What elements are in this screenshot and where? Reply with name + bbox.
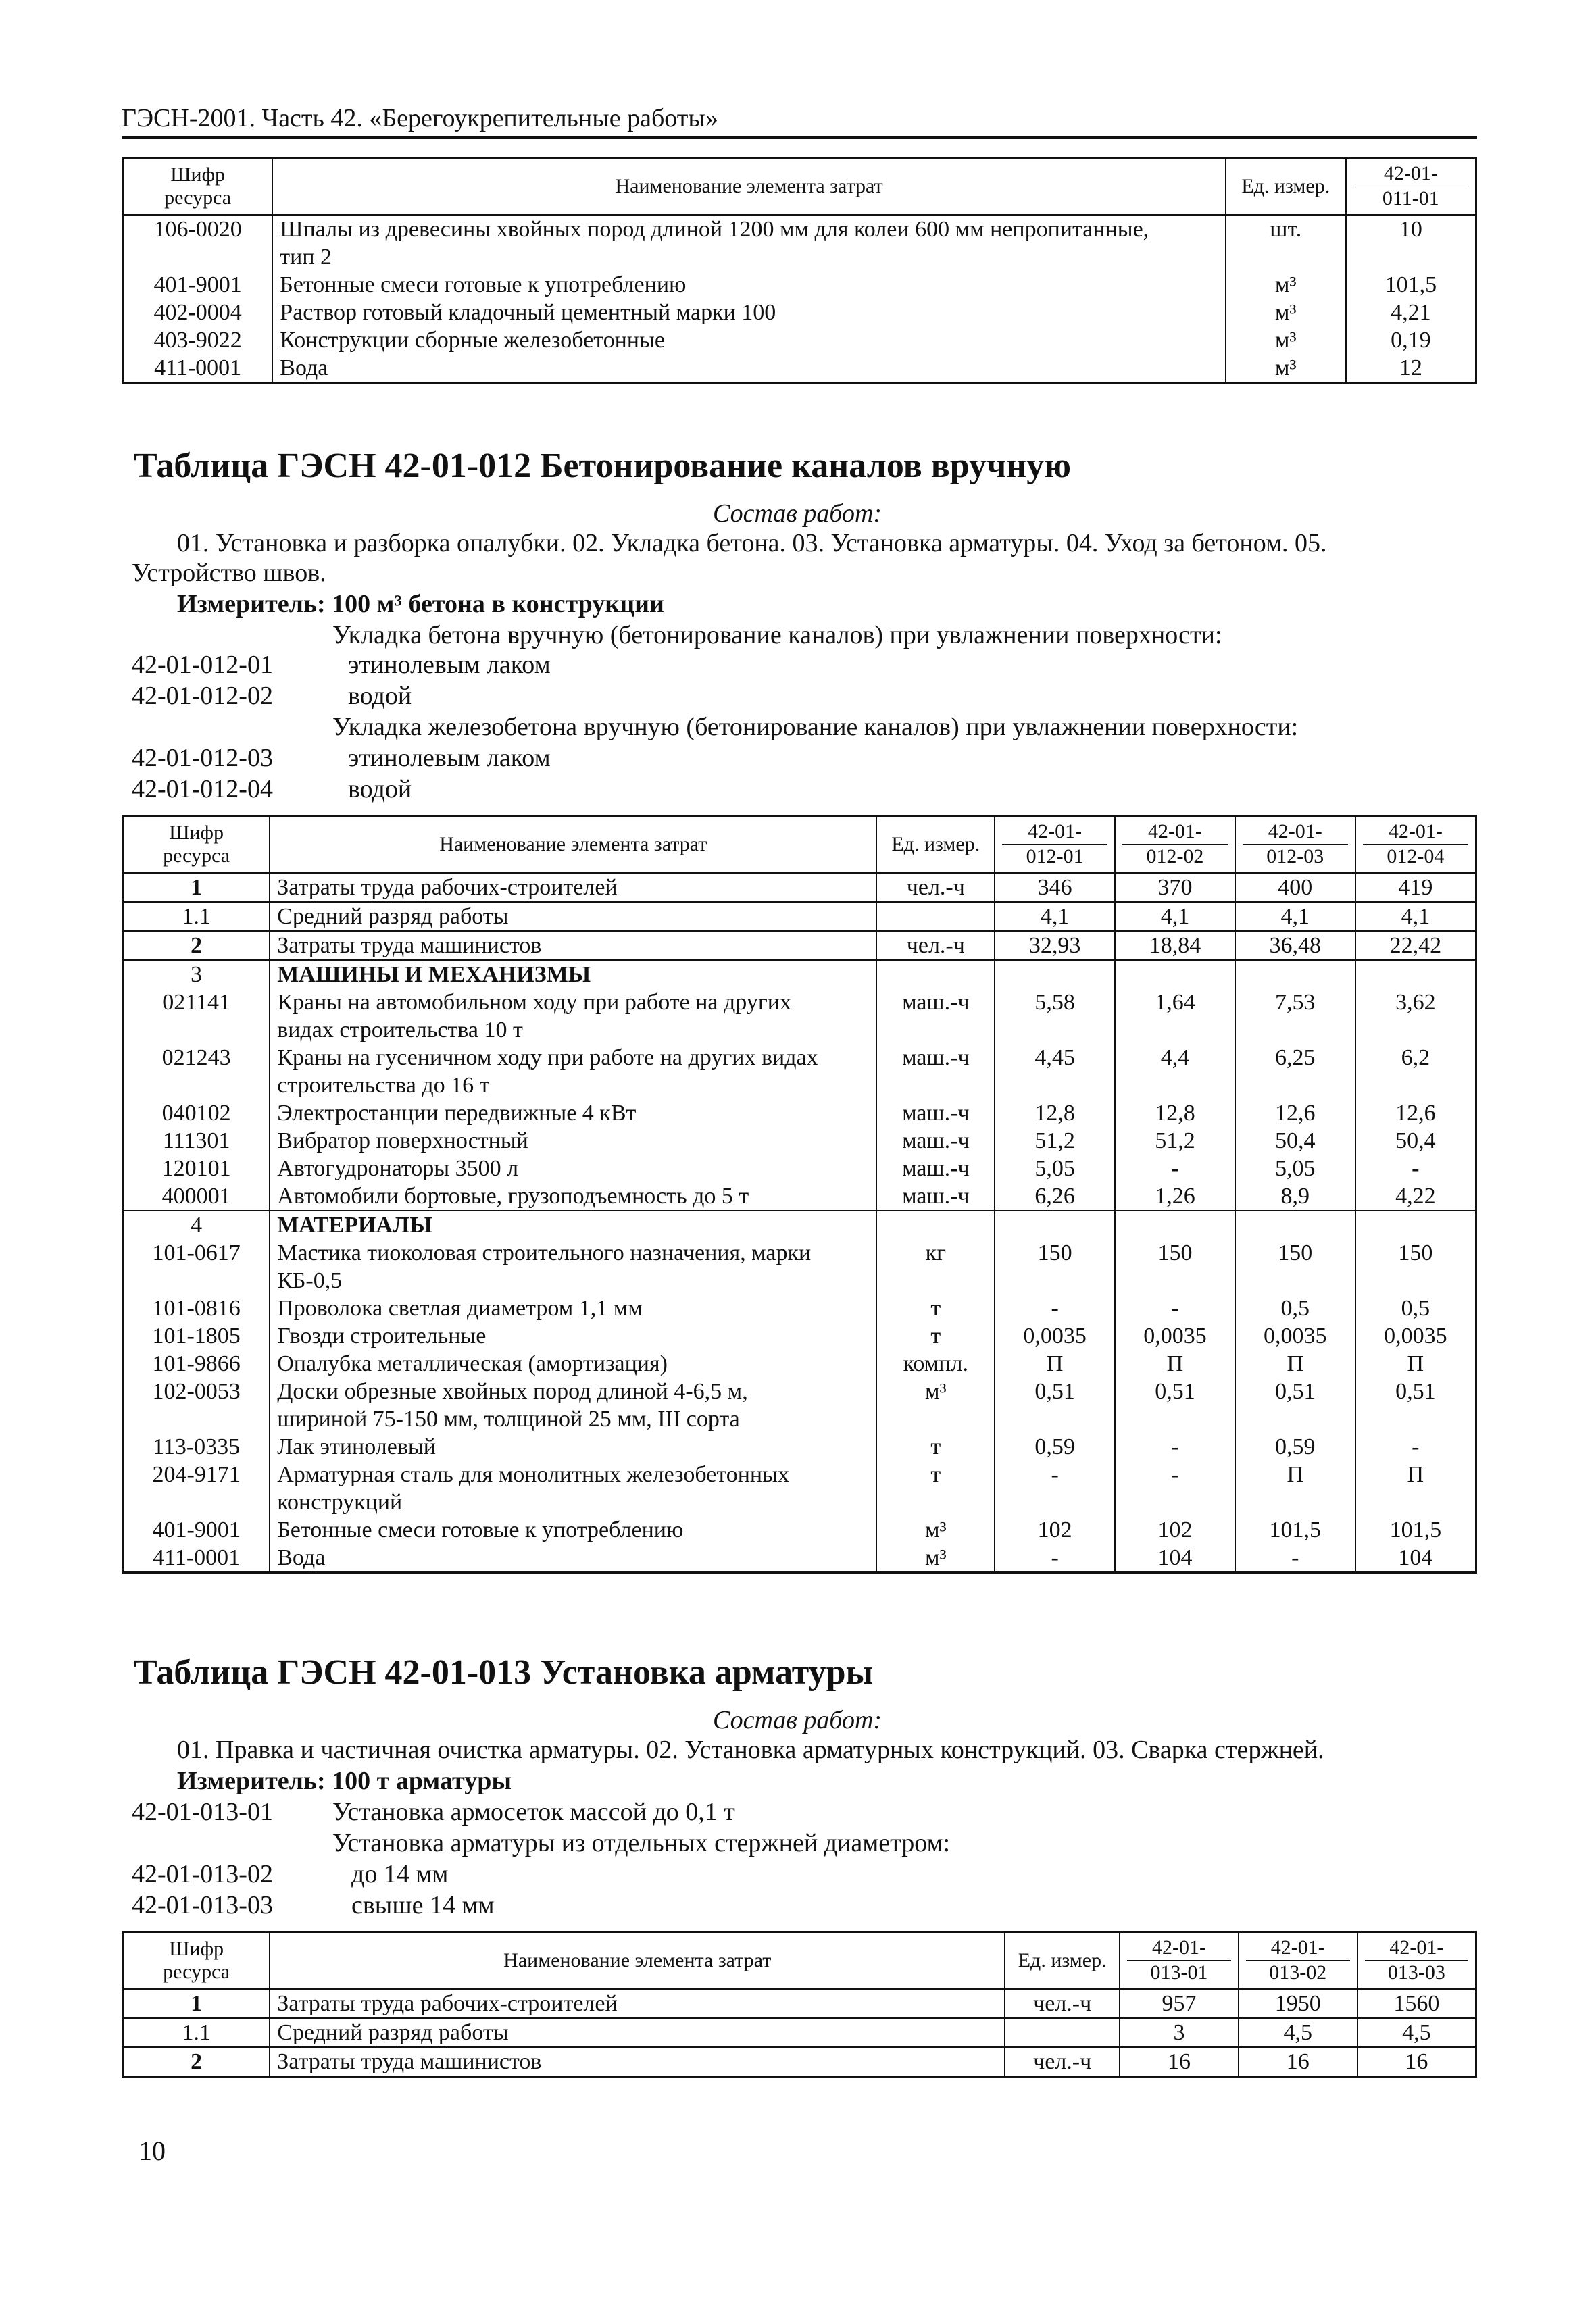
- norm-value-cell: П: [995, 1350, 1115, 1378]
- norm-value-cell: 0,19: [1346, 326, 1476, 354]
- norm-value-cell: 10: [1346, 215, 1476, 243]
- composition-label-012: Состав работ:: [713, 499, 882, 528]
- resource-code-cell: [123, 1072, 270, 1099]
- cost-element-name-cell: строительства до 16 т: [270, 1072, 876, 1099]
- unit-cell: м³: [876, 1378, 995, 1405]
- norm-value-cell: -: [1115, 1155, 1235, 1182]
- norm-value-cell: -: [995, 1294, 1115, 1322]
- unit-cell: [876, 1267, 995, 1294]
- cost-element-name-cell: Доски обрезные хвойных пород длиной 4-6,5 м,: [270, 1378, 876, 1405]
- norm-value-cell: 12,8: [995, 1099, 1115, 1127]
- resource-code-cell: 113-0335: [123, 1433, 270, 1461]
- norm-value-cell: 0,0035: [1355, 1322, 1476, 1350]
- table-row: [123, 1182, 1476, 1211]
- ref-header-013-01: 42-01- 013-01: [1120, 1932, 1239, 1989]
- table-row: [123, 1322, 1476, 1350]
- cost-element-name-cell: КБ-0,5: [270, 1267, 876, 1294]
- norm-value-cell: 7,53: [1235, 988, 1355, 1016]
- unit-cell: [876, 960, 995, 988]
- norm-value-cell: [1235, 1016, 1355, 1044]
- code-header: Шифр ресурса: [123, 816, 270, 873]
- ref-header-012-02: 42-01- 012-02: [1115, 816, 1235, 873]
- unit-cell: маш.-ч: [876, 1155, 995, 1182]
- resource-code-cell: 2: [123, 931, 270, 960]
- cost-element-name-cell: шириной 75-150 мм, толщиной 25 мм, III сорта: [270, 1405, 876, 1433]
- norm-value-cell: 0,5: [1355, 1294, 1476, 1322]
- unit-cell: маш.-ч: [876, 1099, 995, 1127]
- norm-value-cell: 3,62: [1355, 988, 1476, 1016]
- table-row: [123, 271, 1476, 299]
- table-row: [123, 1433, 1476, 1461]
- table-013: [122, 1931, 1477, 2078]
- unit-cell: кг: [876, 1239, 995, 1267]
- unit-cell: [1226, 243, 1346, 271]
- norm-value-cell: П: [1235, 1350, 1355, 1378]
- norm-value-cell: 32,93: [995, 931, 1115, 960]
- cost-element-name-cell: Затраты труда машинистов: [270, 2047, 1005, 2077]
- desc-013-03: свыше 14 мм: [351, 1891, 495, 1919]
- norm-value-cell: 150: [1355, 1239, 1476, 1267]
- norm-value-cell: 4,1: [995, 902, 1115, 931]
- norm-value-cell: [995, 1016, 1115, 1044]
- norm-value-cell: [1235, 1072, 1355, 1099]
- unit-cell: [876, 902, 995, 931]
- norm-value-cell: П: [1115, 1350, 1235, 1378]
- cost-element-name-cell: Бетонные смеси готовые к употреблению: [272, 271, 1226, 299]
- table-row: [123, 1239, 1476, 1267]
- norm-value-cell: 12,6: [1355, 1099, 1476, 1127]
- resource-code-cell: 101-9866: [123, 1350, 270, 1378]
- table-row: [123, 988, 1476, 1016]
- norm-value-cell: 8,9: [1235, 1182, 1355, 1211]
- norm-value-cell: [995, 1072, 1115, 1099]
- norm-value-cell: 0,51: [1355, 1378, 1476, 1405]
- code-012-03: 42-01-012-03: [132, 744, 273, 772]
- cost-element-name-cell: Конструкции сборные железобетонные: [272, 326, 1226, 354]
- cost-element-name-cell: Гвозди строительные: [270, 1322, 876, 1350]
- unit-header: Ед. измер.: [876, 816, 995, 873]
- page-number: 10: [139, 2136, 166, 2166]
- code-013-02: 42-01-013-02: [132, 1860, 273, 1888]
- table-012: [122, 815, 1477, 1574]
- table-row: [123, 1516, 1476, 1544]
- cost-element-name-cell: Мастика тиоколовая строительного назначения, марки: [270, 1239, 876, 1267]
- cost-element-name-cell: Краны на автомобильном ходу при работе на других: [270, 988, 876, 1016]
- table-row: [123, 873, 1476, 902]
- norm-value-cell: 5,05: [995, 1155, 1115, 1182]
- norm-value-cell: 346: [995, 873, 1115, 902]
- table-row: [123, 902, 1476, 931]
- norm-value-cell: [1355, 1405, 1476, 1433]
- norm-value-cell: -: [1235, 1544, 1355, 1573]
- table-row: [123, 2047, 1476, 2077]
- table-row: [123, 354, 1476, 383]
- norm-value-cell: 50,4: [1235, 1127, 1355, 1155]
- table-row: [123, 243, 1476, 271]
- cost-element-name-cell: Затраты труда рабочих-строителей: [270, 1989, 1005, 2018]
- norm-value-cell: [1235, 960, 1355, 988]
- norm-value-cell: [1115, 960, 1235, 988]
- unit-cell: [876, 1405, 995, 1433]
- unit-cell: м³: [1226, 326, 1346, 354]
- table-row: [123, 1378, 1476, 1405]
- name-header: Наименование элемента затрат: [270, 1932, 1005, 1989]
- norm-value-cell: 4,5: [1239, 2018, 1357, 2047]
- norm-value-cell: 18,84: [1115, 931, 1235, 960]
- norm-value-cell: [1355, 1016, 1476, 1044]
- norm-value-cell: 4,5: [1357, 2018, 1476, 2047]
- resource-code-cell: [123, 1267, 270, 1294]
- norm-value-cell: [1355, 1488, 1476, 1516]
- section-title-013: Таблица ГЭСН 42-01-013 Установка арматуры: [134, 1653, 874, 1692]
- unit-cell: т: [876, 1433, 995, 1461]
- cost-element-name-cell: Вода: [272, 354, 1226, 383]
- norm-value-cell: [1115, 1016, 1235, 1044]
- norm-value-cell: 16: [1239, 2047, 1357, 2077]
- unit-cell: чел.-ч: [1005, 1989, 1120, 2018]
- norm-value-cell: 51,2: [1115, 1127, 1235, 1155]
- norm-value-cell: 51,2: [995, 1127, 1115, 1155]
- norm-value-cell: [1115, 1072, 1235, 1099]
- cost-element-name-cell: конструкций: [270, 1488, 876, 1516]
- resource-code-cell: 3: [123, 960, 270, 988]
- resource-code-cell: 2: [123, 2047, 270, 2077]
- norm-value-cell: 104: [1115, 1544, 1235, 1573]
- cost-element-name-cell: Затраты труда рабочих-строителей: [270, 873, 876, 902]
- resource-code-cell: 411-0001: [123, 354, 273, 383]
- resource-code-cell: 401-9001: [123, 271, 273, 299]
- table-top: [122, 157, 1477, 384]
- norm-value-cell: [1235, 1488, 1355, 1516]
- table-row: [123, 1989, 1476, 2018]
- table-row: [123, 1488, 1476, 1516]
- norm-value-cell: 16: [1357, 2047, 1476, 2077]
- norm-value-cell: [995, 960, 1115, 988]
- resource-code-cell: 021243: [123, 1044, 270, 1072]
- resource-code-cell: 402-0004: [123, 299, 273, 326]
- norm-value-cell: -: [1355, 1155, 1476, 1182]
- group-heading-012-2: Укладка железобетона вручную (бетонирование каналов) при увлажнении поверхности:: [332, 713, 1299, 741]
- composition-text-012-cont: Устройство швов.: [132, 559, 326, 587]
- norm-value-cell: 1560: [1357, 1989, 1476, 2018]
- table-row: [123, 1294, 1476, 1322]
- name-header: Наименование элемента затрат: [272, 158, 1226, 215]
- unit-cell: м³: [876, 1516, 995, 1544]
- table-row: [123, 1267, 1476, 1294]
- code-013-03: 42-01-013-03: [132, 1891, 273, 1919]
- resource-code-cell: 021141: [123, 988, 270, 1016]
- norm-value-cell: 4,22: [1355, 1182, 1476, 1211]
- norm-value-cell: 0,51: [1235, 1378, 1355, 1405]
- ref-header-013-02: 42-01- 013-02: [1239, 1932, 1357, 1989]
- resource-code-cell: 102-0053: [123, 1378, 270, 1405]
- norm-value-cell: 4,1: [1355, 902, 1476, 931]
- resource-code-cell: 101-1805: [123, 1322, 270, 1350]
- norm-value-cell: 101,5: [1355, 1516, 1476, 1544]
- group-heading-012-1: Укладка бетона вручную (бетонирование каналов) при увлажнении поверхности:: [332, 621, 1222, 649]
- norm-value-cell: [1355, 1072, 1476, 1099]
- norm-value-cell: [1115, 1267, 1235, 1294]
- cost-element-name-cell: Средний разряд работы: [270, 2018, 1005, 2047]
- cost-element-name-cell: МАШИНЫ И МЕХАНИЗМЫ: [270, 960, 876, 988]
- cost-element-name-cell: Автогудронаторы 3500 л: [270, 1155, 876, 1182]
- unit-cell: м³: [1226, 354, 1346, 383]
- cost-element-name-cell: Лак этинолевый: [270, 1433, 876, 1461]
- composition-text-013: 01. Правка и частичная очистка арматуры. 02. Установка арматурных конструкций. 03. Сварка стержней.: [177, 1736, 1324, 1764]
- norm-value-cell: 400: [1235, 873, 1355, 902]
- norm-value-cell: -: [1115, 1294, 1235, 1322]
- norm-value-cell: 1950: [1239, 1989, 1357, 2018]
- norm-value-cell: 150: [995, 1239, 1115, 1267]
- code-header: Шифр ресурса: [123, 1932, 270, 1989]
- unit-cell: м³: [1226, 271, 1346, 299]
- norm-value-cell: 102: [1115, 1516, 1235, 1544]
- resource-code-cell: 1.1: [123, 2018, 270, 2047]
- unit-cell: т: [876, 1461, 995, 1488]
- cost-element-name-cell: Средний разряд работы: [270, 902, 876, 931]
- unit-cell: [876, 1488, 995, 1516]
- table-row: [123, 1127, 1476, 1155]
- norm-value-cell: -: [1355, 1433, 1476, 1461]
- norm-value-cell: [995, 1405, 1115, 1433]
- resource-code-cell: [123, 1405, 270, 1433]
- unit-header: Ед. измер.: [1005, 1932, 1120, 1989]
- norm-value-cell: 4,4: [1115, 1044, 1235, 1072]
- norm-value-cell: 0,0035: [1115, 1322, 1235, 1350]
- norm-value-cell: П: [1235, 1461, 1355, 1488]
- norm-value-cell: 22,42: [1355, 931, 1476, 960]
- unit-cell: маш.-ч: [876, 988, 995, 1016]
- norm-value-cell: 5,05: [1235, 1155, 1355, 1182]
- norm-value-cell: П: [1355, 1461, 1476, 1488]
- resource-code-cell: 403-9022: [123, 326, 273, 354]
- cost-element-name-cell: тип 2: [272, 243, 1226, 271]
- norm-value-cell: 419: [1355, 873, 1476, 902]
- ref-header-013-03: 42-01- 013-03: [1357, 1932, 1476, 1989]
- cost-element-name-cell: видах строительства 10 т: [270, 1016, 876, 1044]
- table-row: [123, 1461, 1476, 1488]
- resource-code-cell: 101-0617: [123, 1239, 270, 1267]
- norm-value-cell: -: [995, 1461, 1115, 1488]
- norm-value-cell: 36,48: [1235, 931, 1355, 960]
- norm-value-cell: 50,4: [1355, 1127, 1476, 1155]
- norm-value-cell: [995, 1211, 1115, 1239]
- table-row: [123, 299, 1476, 326]
- norm-value-cell: [1235, 1267, 1355, 1294]
- cost-element-name-cell: Проволока светлая диаметром 1,1 мм: [270, 1294, 876, 1322]
- cost-element-name-cell: Раствор готовый кладочный цементный марки 100: [272, 299, 1226, 326]
- ref-header-012-03: 42-01- 012-03: [1235, 816, 1355, 873]
- code-012-01: 42-01-012-01: [132, 651, 273, 679]
- composition-text-012: 01. Установка и разборка опалубки. 02. Укладка бетона. 03. Установка арматуры. 04. Уход за бетоном. 05.: [177, 529, 1327, 557]
- norm-value-cell: [1355, 1211, 1476, 1239]
- norm-value-cell: 4,1: [1115, 902, 1235, 931]
- norm-value-cell: 0,0035: [1235, 1322, 1355, 1350]
- unit-cell: [876, 1211, 995, 1239]
- norm-value-cell: 101,5: [1346, 271, 1476, 299]
- desc-012-01: этинолевым лаком: [348, 651, 551, 679]
- composition-label-013: Состав работ:: [713, 1706, 882, 1734]
- norm-value-cell: 4,1: [1235, 902, 1355, 931]
- table-row: [123, 1544, 1476, 1573]
- table-row: [123, 1405, 1476, 1433]
- cost-element-name-cell: Бетонные смеси готовые к употреблению: [270, 1516, 876, 1544]
- resource-code-cell: 106-0020: [123, 215, 273, 243]
- resource-code-cell: 1.1: [123, 902, 270, 931]
- cost-element-name-cell: Опалубка металлическая (амортизация): [270, 1350, 876, 1378]
- cost-element-name-cell: Электростанции передвижные 4 кВт: [270, 1099, 876, 1127]
- resource-code-cell: 120101: [123, 1155, 270, 1182]
- norm-value-cell: 0,51: [1115, 1378, 1235, 1405]
- norm-value-cell: [1115, 1405, 1235, 1433]
- norm-value-cell: 150: [1115, 1239, 1235, 1267]
- norm-value-cell: 957: [1120, 1989, 1239, 2018]
- norm-value-cell: 0,0035: [995, 1322, 1115, 1350]
- table-row: [123, 960, 1476, 988]
- table-row: [123, 1350, 1476, 1378]
- table-row: [123, 1044, 1476, 1072]
- norm-value-cell: [1235, 1211, 1355, 1239]
- cost-element-name-cell: Вода: [270, 1544, 876, 1573]
- table-row: [123, 1016, 1476, 1044]
- norm-value-cell: П: [1355, 1350, 1476, 1378]
- norm-value-cell: 12,8: [1115, 1099, 1235, 1127]
- resource-code-cell: 1: [123, 873, 270, 902]
- norm-value-cell: 12: [1346, 354, 1476, 383]
- norm-value-cell: 5,58: [995, 988, 1115, 1016]
- running-header: ГЭСН-2001. Часть 42. «Берегоукрепительные работы»: [122, 103, 1477, 139]
- desc-012-03: этинолевым лаком: [348, 744, 551, 772]
- unit-cell: компл.: [876, 1350, 995, 1378]
- unit-cell: [876, 1016, 995, 1044]
- cost-element-name-cell: Шпалы из древесины хвойных пород длиной 1200 мм для колеи 600 мм непропитанные,: [272, 215, 1226, 243]
- unit-cell: [876, 1072, 995, 1099]
- desc-013-01: Установка армосеток массой до 0,1 т: [332, 1798, 735, 1826]
- norm-value-cell: 0,5: [1235, 1294, 1355, 1322]
- resource-code-cell: 1: [123, 1989, 270, 2018]
- cost-element-name-cell: Арматурная сталь для монолитных железобетонных: [270, 1461, 876, 1488]
- resource-code-cell: [123, 1016, 270, 1044]
- norm-value-cell: 101,5: [1235, 1516, 1355, 1544]
- desc-012-04: водой: [348, 775, 412, 803]
- table-row: [123, 931, 1476, 960]
- norm-value-cell: 4,45: [995, 1044, 1115, 1072]
- norm-value-cell: 150: [1235, 1239, 1355, 1267]
- unit-cell: чел.-ч: [876, 873, 995, 902]
- meter-012: Измеритель: 100 м³ бетона в конструкции: [177, 590, 664, 618]
- norm-value-cell: 3: [1120, 2018, 1239, 2047]
- norm-value-cell: [1355, 960, 1476, 988]
- code-header: Шифр ресурса: [123, 158, 273, 215]
- resource-code-cell: 4: [123, 1211, 270, 1239]
- unit-cell: т: [876, 1322, 995, 1350]
- desc-013-02: до 14 мм: [351, 1860, 449, 1888]
- norm-value-cell: 1,26: [1115, 1182, 1235, 1211]
- norm-value-cell: -: [995, 1544, 1115, 1573]
- table-row: [123, 1072, 1476, 1099]
- norm-value-cell: -: [1115, 1433, 1235, 1461]
- norm-value-cell: [995, 1488, 1115, 1516]
- table-row: [123, 1099, 1476, 1127]
- resource-code-cell: 101-0816: [123, 1294, 270, 1322]
- resource-code-cell: 400001: [123, 1182, 270, 1211]
- norm-value-cell: [1346, 243, 1476, 271]
- code-012-04: 42-01-012-04: [132, 775, 273, 803]
- meter-013: Измеритель: 100 т арматуры: [177, 1767, 512, 1795]
- group-heading-013: Установка арматуры из отдельных стержней диаметром:: [332, 1829, 951, 1857]
- norm-value-cell: 0,59: [1235, 1433, 1355, 1461]
- ref-header: 42-01- 011-01: [1346, 158, 1476, 215]
- resource-code-cell: 204-9171: [123, 1461, 270, 1488]
- table-row: [123, 215, 1476, 243]
- norm-value-cell: 12,6: [1235, 1099, 1355, 1127]
- resource-code-cell: [123, 1488, 270, 1516]
- name-header: Наименование элемента затрат: [270, 816, 876, 873]
- table-row: [123, 2018, 1476, 2047]
- cost-element-name-cell: МАТЕРИАЛЫ: [270, 1211, 876, 1239]
- cost-element-name-cell: Затраты труда машинистов: [270, 931, 876, 960]
- norm-value-cell: 102: [995, 1516, 1115, 1544]
- norm-value-cell: 4,21: [1346, 299, 1476, 326]
- norm-value-cell: [1235, 1405, 1355, 1433]
- ref-header-012-04: 42-01- 012-04: [1355, 816, 1476, 873]
- cost-element-name-cell: Вибратор поверхностный: [270, 1127, 876, 1155]
- norm-value-cell: [1115, 1211, 1235, 1239]
- norm-value-cell: -: [1115, 1461, 1235, 1488]
- code-013-01: 42-01-013-01: [132, 1798, 273, 1826]
- resource-code-cell: 411-0001: [123, 1544, 270, 1573]
- norm-value-cell: 0,59: [995, 1433, 1115, 1461]
- norm-value-cell: 16: [1120, 2047, 1239, 2077]
- norm-value-cell: [1355, 1267, 1476, 1294]
- norm-value-cell: 370: [1115, 873, 1235, 902]
- resource-code-cell: [123, 243, 273, 271]
- unit-cell: маш.-ч: [876, 1182, 995, 1211]
- norm-value-cell: [995, 1267, 1115, 1294]
- norm-value-cell: 6,25: [1235, 1044, 1355, 1072]
- norm-value-cell: 1,64: [1115, 988, 1235, 1016]
- cost-element-name-cell: Автомобили бортовые, грузоподъемность до 5 т: [270, 1182, 876, 1211]
- norm-value-cell: 6,2: [1355, 1044, 1476, 1072]
- resource-code-cell: 401-9001: [123, 1516, 270, 1544]
- unit-cell: м³: [1226, 299, 1346, 326]
- section-title-012: Таблица ГЭСН 42-01-012 Бетонирование каналов вручную: [134, 447, 1072, 485]
- resource-code-cell: 040102: [123, 1099, 270, 1127]
- ref-header-012-01: 42-01- 012-01: [995, 816, 1115, 873]
- table-row: [123, 1211, 1476, 1239]
- unit-cell: маш.-ч: [876, 1044, 995, 1072]
- norm-value-cell: 6,26: [995, 1182, 1115, 1211]
- unit-cell: [1005, 2018, 1120, 2047]
- unit-cell: чел.-ч: [1005, 2047, 1120, 2077]
- norm-value-cell: 104: [1355, 1544, 1476, 1573]
- code-012-02: 42-01-012-02: [132, 682, 273, 710]
- unit-cell: чел.-ч: [876, 931, 995, 960]
- desc-012-02: водой: [348, 682, 412, 710]
- unit-header: Ед. измер.: [1226, 158, 1346, 215]
- table-row: [123, 1155, 1476, 1182]
- norm-value-cell: 0,51: [995, 1378, 1115, 1405]
- unit-cell: т: [876, 1294, 995, 1322]
- unit-cell: шт.: [1226, 215, 1346, 243]
- resource-code-cell: 111301: [123, 1127, 270, 1155]
- unit-cell: маш.-ч: [876, 1127, 995, 1155]
- unit-cell: м³: [876, 1544, 995, 1573]
- norm-value-cell: [1115, 1488, 1235, 1516]
- cost-element-name-cell: Краны на гусеничном ходу при работе на других видах: [270, 1044, 876, 1072]
- table-row: [123, 326, 1476, 354]
